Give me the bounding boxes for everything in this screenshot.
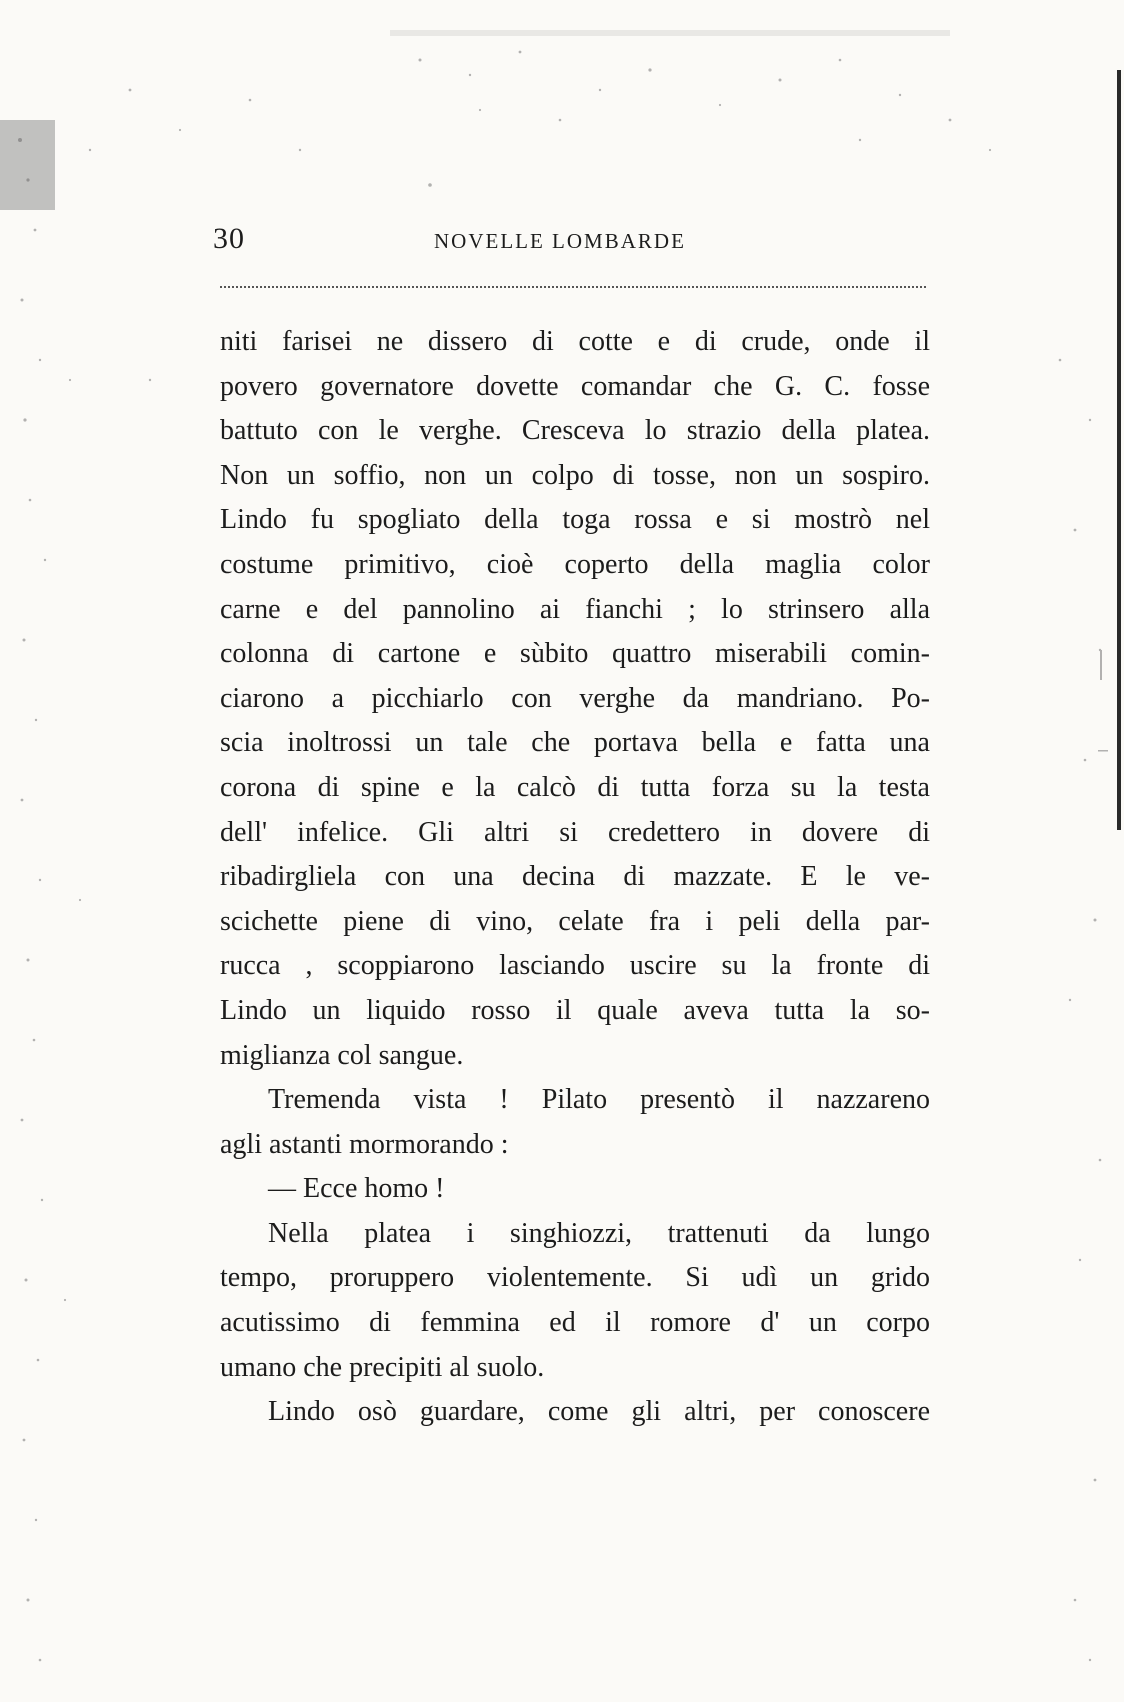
text-line: acutissimo di femmina ed il romore d' un corpo	[220, 1307, 930, 1339]
text-line: Lindo fu spogliato della toga rossa e si mostrò nel	[220, 504, 930, 536]
text-line: agli astanti mormorando :	[220, 1128, 509, 1160]
text-line: Nella platea i singhiozzi, trattenuti da lungo	[268, 1217, 930, 1249]
text-line: battuto con le verghe. Cresceva lo strazio della platea.	[220, 415, 930, 447]
text-line: umano che precipiti al suolo.	[220, 1351, 545, 1383]
text-line: colonna di cartone e sùbito quattro miserabili comin-	[220, 638, 930, 670]
text-line: miglianza col sangue.	[220, 1039, 464, 1071]
text-line: scichette piene di vino, celate fra i peli della par-	[220, 905, 930, 937]
text-line: rucca , scoppiarono lasciando uscire su la fronte di	[220, 950, 930, 982]
text-line: ciarono a picchiarlo con verghe da mandriano. Po-	[220, 682, 930, 714]
header-rule	[220, 286, 926, 288]
text-line: Non un soffio, non un colpo di tosse, non un sospiro.	[220, 459, 930, 491]
text-line: scia inoltrossi un tale che portava bella e fatta una	[220, 727, 930, 759]
running-head: NOVELLE LOMBARDE	[434, 229, 686, 253]
text-line: povero governatore dovette comandar che G. C. fosse	[220, 370, 930, 402]
text-line: costume primitivo, cioè coperto della maglia color	[220, 548, 930, 580]
body-text	[220, 320, 930, 1435]
text-line: Lindo un liquido rosso il quale aveva tutta la so-	[220, 994, 930, 1026]
page-header	[213, 222, 923, 262]
text-line: ribadirgliela con una decina di mazzate. E le ve-	[220, 861, 930, 893]
text-line: — Ecce homo !	[268, 1173, 445, 1205]
page-number: 30	[213, 222, 245, 255]
text-line: Tremenda vista ! Pilato presentò il nazzareno	[268, 1084, 930, 1116]
text-line: Lindo osò guardare, come gli altri, per conoscere	[268, 1396, 930, 1428]
text-line: dell' infelice. Gli altri si credettero in dovere di	[220, 816, 930, 848]
text-line: corona di spine e la calcò di tutta forza su la testa	[220, 771, 930, 803]
text-line: tempo, proruppero violentemente. Si udì un grido	[220, 1262, 930, 1294]
text-line: niti farisei ne dissero di cotte e di crude, onde il	[220, 326, 930, 357]
text-line: carne e del pannolino ai fianchi ; lo strinsero alla	[220, 593, 930, 625]
page-edge-shadow	[1117, 70, 1121, 830]
